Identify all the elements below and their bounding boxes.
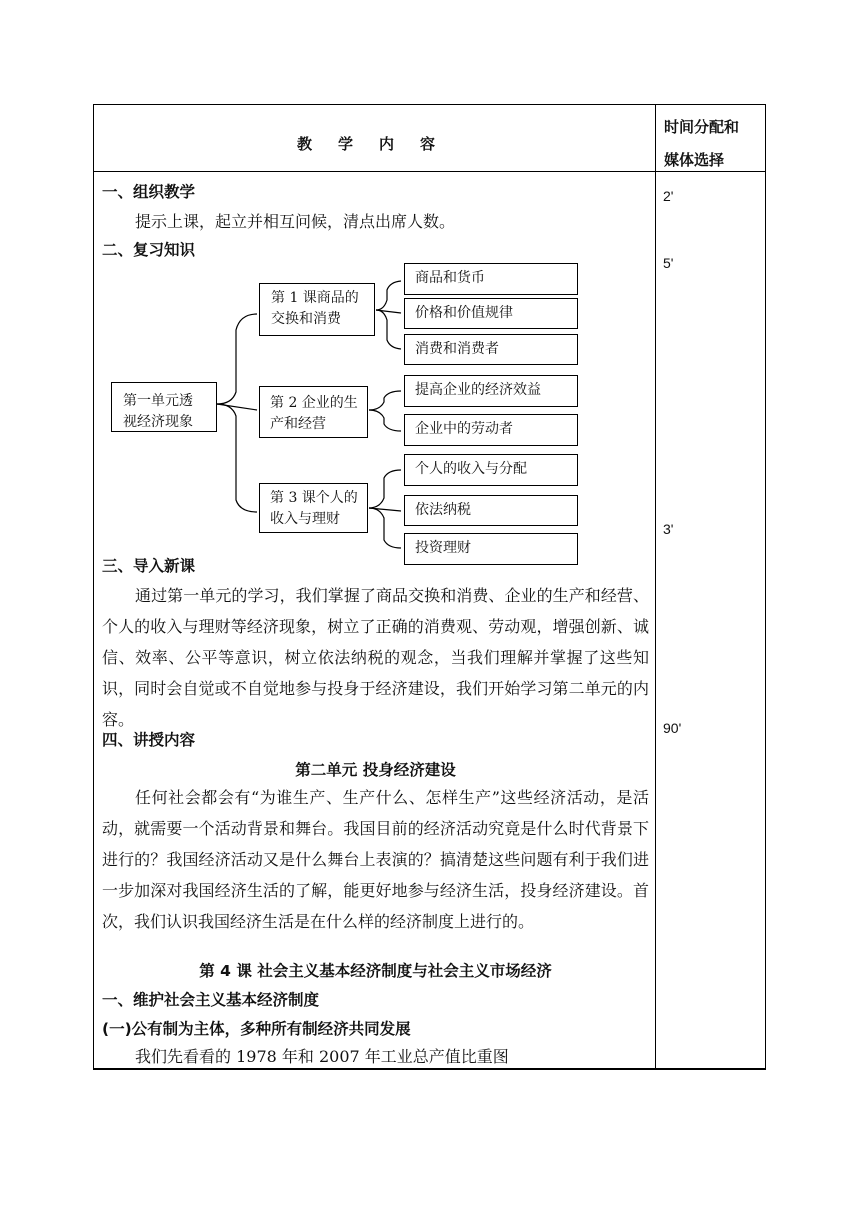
content-column-header: 教学内容 [297, 135, 462, 153]
section-heading: 三、导入新课 [102, 557, 196, 575]
time-column-header-line2: 媒体选择 [664, 151, 725, 169]
concept-leaf-box: 价格和价值规律 [404, 298, 578, 329]
concept-leaf-box: 依法纳税 [404, 495, 578, 526]
unit-paragraph: 任何社会都会有“为谁生产、生产什么、怎样生产”这些经济活动，是活动，就需要一个活动背景和舞台。我国目前的经济活动究竟是什么时代背景下进行的？我国经济活动又是什么舞台上表演的？搞清楚这些问题有利于我们进一步加深对我国经济生活的了解，能更好地参与经济生活，投身经济建设。首次，我们认识我国经济生活是在什么样的经济制度上进行的。 [102, 788, 649, 931]
concept-lesson1-frame [259, 283, 375, 336]
section-text: 提示上课，起立并相互问候，清点出席人数。 [135, 212, 456, 231]
time-value: 3' [663, 521, 674, 537]
time-column-header-line1: 时间分配和 [664, 118, 740, 136]
concept-lesson3-box: 第 3 课个人的 收入与理财 [259, 483, 368, 533]
subsection-heading: (一)公有制为主体，多种所有制经济共同发展 [102, 1020, 411, 1038]
concept-leaf-box: 企业中的劳动者 [404, 414, 578, 446]
concept-root-box: 第一单元透 视经济现象 [111, 382, 217, 432]
section-heading: 二、复习知识 [102, 241, 196, 259]
section-heading: 四、讲授内容 [102, 731, 196, 749]
time-value: 90' [663, 720, 682, 736]
closing-text: 我们先看看的 1978 年和 2007 年工业总产值比重图 [135, 1047, 509, 1066]
concept-leaf-box: 投资理财 [404, 533, 578, 565]
subsection-heading: 一、维护社会主义基本经济制度 [102, 991, 320, 1009]
concept-lesson2-box: 第 2 企业的生 产和经营 [259, 386, 368, 438]
time-value: 5' [663, 255, 674, 271]
lesson-title: 第 4 课 社会主义基本经济制度与社会主义市场经济 [199, 962, 552, 980]
concept-lesson1-box: 第 1 课商品的 交换和消费 [259, 283, 375, 336]
concept-leaf-box: 提高企业的经济效益 [404, 375, 578, 407]
concept-leaf-box: 个人的收入与分配 [404, 454, 578, 486]
concept-leaf-box: 消费和消费者 [404, 334, 578, 365]
concept-leaf-box: 商品和货币 [404, 263, 578, 295]
time-value: 2' [663, 188, 674, 204]
section-heading: 一、组织教学 [102, 183, 196, 201]
unit-title: 第二单元 投身经济建设 [295, 761, 456, 779]
intro-paragraph: 通过第一单元的学习，我们掌握了商品交换和消费、企业的生产和经营、个人的收入与理财等经济现象，树立了正确的消费观、劳动观，增强创新、诚信、效率、公平等意识，树立依法纳税的观念，当我们理解并掌握了这些知识，同时会自觉或不自觉地参与投身于经济建设，我们开始学习第二单元的内容。 [102, 586, 649, 729]
